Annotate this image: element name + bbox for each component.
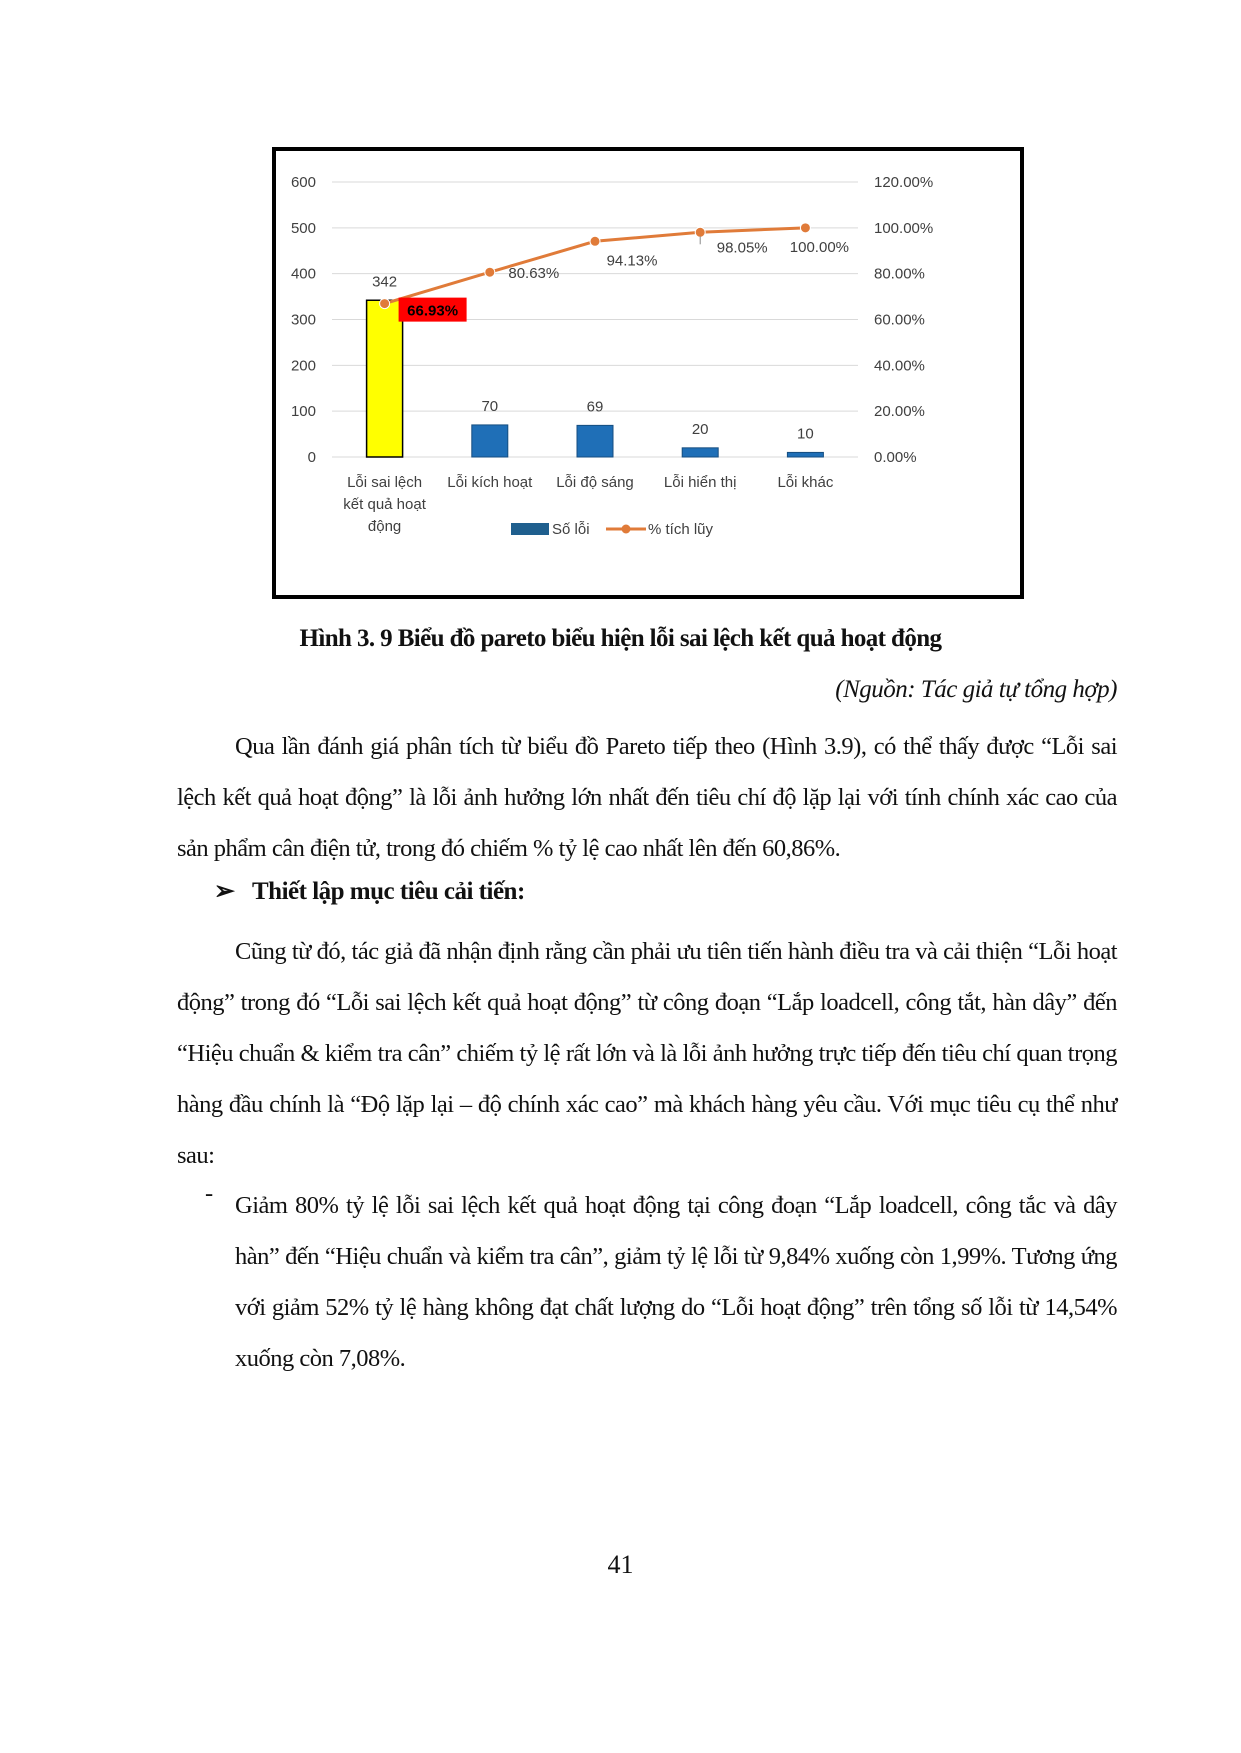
- cumulative-point: [380, 299, 390, 309]
- y-right-tick-label: 60.00%: [874, 311, 925, 329]
- figure-source: (Nguồn: Tác giả tự tổng hợp): [835, 676, 1117, 703]
- x-category-label: Lỗi hiển thị: [663, 474, 737, 491]
- bar: [367, 300, 403, 457]
- y-left-tick-label: 500: [290, 219, 316, 237]
- legend-bar-label: Số lỗi: [552, 521, 590, 538]
- x-category-label: Lỗi kích hoạt: [447, 474, 533, 491]
- bar-value-label: 10: [797, 425, 814, 443]
- cumulative-point: [590, 236, 600, 246]
- bar-value-label: 70: [481, 397, 499, 415]
- y-right-tick-label: 120.00%: [874, 174, 934, 191]
- legend-line-label: % tích lũy: [648, 521, 714, 538]
- x-category-label: động: [367, 518, 402, 535]
- y-right-tick-label: 20.00%: [874, 403, 925, 421]
- bar-value-label: 20: [691, 420, 709, 438]
- x-category-label: kết quả hoạt: [343, 496, 426, 513]
- paragraph-goal: Cũng từ đó, tác giả đã nhận định rằng cần phải ưu tiên tiến hành điều tra và cải thiện “Lỗi hoạt động” trong đó “Lỗi sai lệch kết quả hoạt động” từ công đoạn “Lắp loadcell, công tắt, hàn dây” đến “Hiệu chuẩn & kiểm tra cân” chiếm tỷ lệ rất lớn và là lỗi ảnh hưởng trực tiếp đến tiêu chí quan trọng hàng đầu chính là “Độ lặp lại – độ chính xác cao” mà khách hàng yêu cầu. Với mục tiêu cụ thể như sau:: [177, 938, 1117, 1169]
- pareto-chart-frame: [272, 147, 1024, 599]
- y-left-tick-label: 600: [290, 174, 316, 191]
- cumulative-value-label: 98.05%: [716, 239, 768, 257]
- y-left-tick-label: 200: [290, 357, 316, 375]
- bar: [682, 448, 718, 457]
- legend-bar-swatch: [511, 523, 549, 535]
- cumulative-point: [800, 223, 810, 233]
- y-left-tick-label: 300: [290, 311, 316, 329]
- figure-caption: Hình 3. 9 Biểu đồ pareto biểu hiện lỗi sai lệch kết quả hoạt động: [299, 625, 942, 652]
- y-left-tick-label: 400: [290, 265, 316, 283]
- y-right-tick-label: 0.00%: [874, 449, 917, 466]
- cumulative-point: [695, 227, 705, 237]
- bar: [472, 425, 508, 457]
- y-right-tick-label: 100.00%: [874, 219, 934, 237]
- legend-line-marker: [622, 525, 631, 534]
- bullet-item: Giảm 80% tỷ lệ lỗi sai lệch kết quả hoạt động tại công đoạn “Lắp loadcell, công tắc và dây hàn” đến “Hiệu chuẩn và kiểm tra cân”, giảm tỷ lệ lỗi từ 9,84% xuống còn 1,99%. Tương ứng với giảm 52% tỷ lệ hàng không đạt chất lượng do “Lỗi hoạt động” trên tổng số lỗi từ 14,54% xuống còn 7,08%.: [235, 1192, 1117, 1372]
- x-category-label: Lỗi khác: [777, 474, 834, 491]
- x-category-label: Lỗi sai lệch: [347, 474, 423, 491]
- cumulative-point: [485, 267, 495, 277]
- bar: [787, 452, 823, 457]
- cumulative-value-label: 100.00%: [789, 238, 850, 256]
- paragraph-analysis: Qua lần đánh giá phân tích từ biểu đồ Pareto tiếp theo (Hình 3.9), có thể thấy được “Lỗi sai lệch kết quả hoạt động” là lỗi ảnh hưởng lớn nhất đến tiêu chí độ lặp lại với tính chính xác cao của sản phẩm cân điện tử, trong đó chiếm % tỷ lệ cao nhất lên đến 60,86%.: [177, 733, 1117, 862]
- pareto-chart: [276, 151, 1020, 595]
- bar-value-label: 342: [372, 273, 398, 291]
- cumulative-value-label: 80.63%: [508, 265, 560, 283]
- x-category-label: Lỗi độ sáng: [556, 474, 634, 491]
- cumulative-value-label: 94.13%: [606, 252, 658, 270]
- bar: [577, 425, 613, 457]
- page-number: 41: [607, 1550, 634, 1579]
- y-left-tick-label: 100: [290, 403, 316, 421]
- section-heading-text: Thiết lập mục tiêu cải tiến:: [252, 878, 525, 905]
- arrow-bullet-icon: ➢: [214, 878, 235, 905]
- y-right-tick-label: 40.00%: [874, 357, 925, 375]
- cumulative-value-label: 66.93%: [407, 302, 459, 320]
- y-left-tick-label: 0: [307, 449, 316, 466]
- bar-value-label: 69: [586, 398, 604, 416]
- y-right-tick-label: 80.00%: [874, 265, 925, 283]
- bullet-marker: -: [205, 1180, 214, 1207]
- section-heading: [214, 876, 525, 906]
